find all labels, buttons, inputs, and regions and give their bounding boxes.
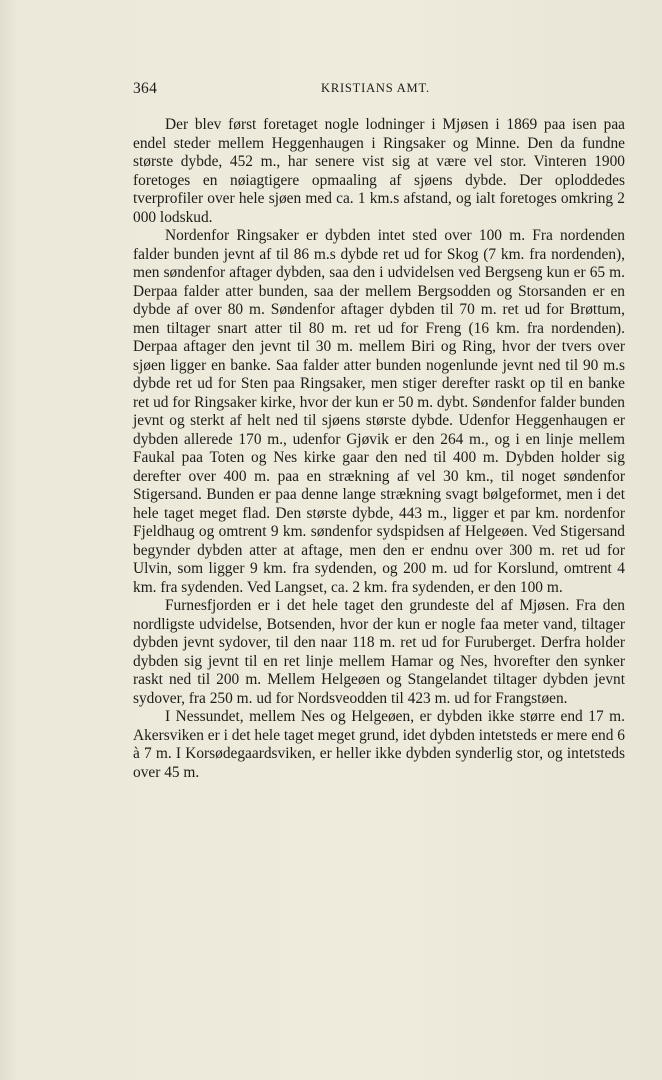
body-text [133, 116, 625, 782]
paragraph-2: Nordenfor Ringsaker er dybden intet sted over 100 m. Fra nordenden falder bunden jevnt af til 86 m.s dybde ret ud for Skog (7 km. fra nordenden), men søndenfor aftager dybden, saa den i udvidelsen ved Bergseng kun er 65 m. Derpaa falder atter bunden, saa der mellem Bergsodden og Storsanden er en dybde af over 80 m. Søndenfor aftager dybden til 70 m. ret ud for Brøttum, men tiltager snart atter til 80 m. ret ud for Freng (16 km. fra nordenden). Derpaa aftager den jevnt til 30 m. mellem Biri og Ring, hvor der tvers over sjøen ligger en banke. Saa falder atter bunden nogenlunde jevnt ned til 90 m.s dybde ret ud for Sten paa Ringsaker, men stiger derefter raskt op til en banke ret ud for Ringsaker kirke, hvor der kun er 50 m. dybt. Søndenfor falder bunden jevnt og sterkt af helt ned til sjøens største dybde. Udenfor Heggenhaugen er dybden allerede 170 m., udenfor Gjøvik er den 264 m., og i en linje mellem Faukal paa Toten og Nes kirke gaar den ned til 400 m. Dybden holder sig derefter over 400 m. paa en strækning af vel 30 km., til noget søndenfor Stigersand. Bunden er paa denne lange strækning svagt bølgeformet, men i det hele taget meget flad. Den største dybde, 443 m., ligger et par km. nordenfor Fjeldhaug og omtrent 9 km. søndenfor sydspidsen af Helgeøen. Ved Stigersand begynder dybden atter at aftage, men den er endnu over 300 m. ret ud for Ulvin, som ligger 9 km. fra sydenden, og 200 m. ud for Korslund, omtrent 4 km. fra sydenden. Ved Langset, ca. 2 km. fra sydenden, er den 100 m. [133, 227, 625, 596]
page-header [133, 80, 625, 100]
paragraph-4: I Nessundet, mellem Nes og Helgeøen, er dybden ikke større end 17 m. Akersviken er i det hele taget meget grund, idet dybden intetsteds er mere end 6 à 7 m. I Korsødegaardsviken, er heller ikke dybden synderlig stor, og intetsteds over 45 m. [133, 708, 625, 781]
running-title: KRISTIANS AMT. [321, 81, 430, 95]
paragraph-1: Der blev først foretaget nogle lodninger i Mjøsen i 1869 paa isen paa endel steder mellem Heggenhaugen i Ringsaker og Minne. Den da fundne største dybde, 452 m., har senere vist sig at være vel stor. Vinteren 1900 foretoges en nøiagtigere opmaaling af sjøens dybde. Der oploddedes tverprofiler over hele sjøen med ca. 1 km.s afstand, og ialt foretoges omkring 2 000 lodskud. [133, 116, 625, 226]
paragraph-3: Furnesfjorden er i det hele taget den grundeste del af Mjøsen. Fra den nordligste udvidelse, Botsenden, hvor der kun er nogle faa meter vand, tiltager dybden jevnt sydover, til den naar 118 m. ret ud for Furuberget. Derfra holder dybden sig jevnt til en ret linje mellem Hamar og Nes, hvorefter den synker raskt ned til 200 m. Mellem Helgeøen og Stangelandet tiltager dybden jevnt sydover, fra 250 m. ud for Nordsveodden til 423 m. ud for Frangstøen. [133, 597, 625, 707]
page-number: 364 [133, 80, 158, 97]
